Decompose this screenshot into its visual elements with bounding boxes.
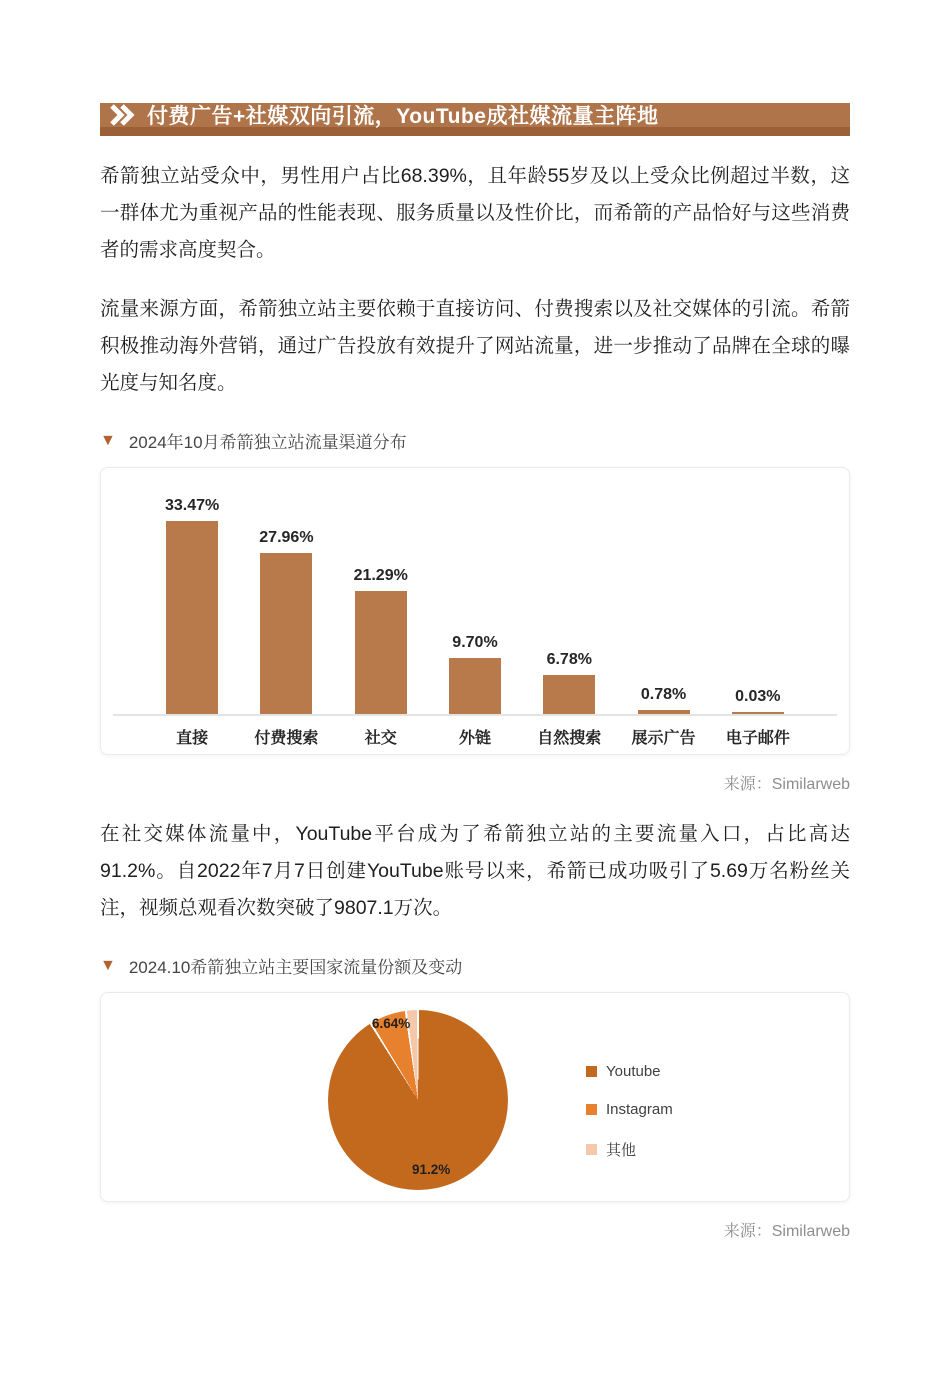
source-attribution: 来源：Similarweb: [723, 776, 850, 793]
bar: [166, 521, 218, 714]
bar-column: [334, 567, 428, 714]
bar-chart-title: 2024年10月希箭独立站流量渠道分布: [128, 433, 407, 452]
bar: [543, 675, 595, 714]
bar-column: [428, 634, 522, 714]
triangle-down-icon: ▼: [100, 956, 116, 974]
bar: [732, 712, 784, 714]
bar-column: [145, 497, 239, 714]
pie-slice-label-youtube: 91.2%: [412, 1162, 451, 1177]
pie-slice-label-instagram: 6.64%: [372, 1016, 411, 1031]
legend-label: Youtube: [606, 1063, 661, 1080]
paragraph-audience: 希箭独立站受众中，男性用户占比68.39%，且年龄55岁及以上受众比例超过半数，这一群体尤为重视产品的性能表现、服务质量以及性价比，而希箭的产品恰好与这些消费者的需求高度契合。: [100, 165, 850, 261]
bar-category-label: 付费搜索: [254, 730, 319, 747]
pie-chart-title: 2024.10希箭独立站主要国家流量份额及变动: [128, 958, 463, 977]
bar-value-label: 33.47%: [165, 496, 220, 514]
bar: [355, 591, 407, 714]
section-title: 付费广告+社媒双向引流，YouTube成社媒流量主阵地: [147, 105, 659, 128]
pie-chart-area: [328, 1010, 508, 1190]
double-chevron-icon: [109, 104, 139, 126]
bar-category-label: 自然搜索: [537, 730, 602, 747]
bar-chart: [101, 468, 849, 714]
bar-category-label: 直接: [176, 730, 209, 747]
bar-category-row: [101, 725, 849, 748]
bar: [260, 553, 312, 714]
bar-category-label: 展示广告: [631, 730, 696, 747]
bar-column: [616, 686, 710, 715]
bar-value-label: 0.78%: [640, 685, 687, 703]
pie-chart-card: [100, 992, 850, 1202]
legend-item: [586, 1139, 673, 1160]
pie-legend: [586, 1063, 673, 1201]
bar-value-label: 9.70%: [452, 634, 498, 652]
bar-column: [522, 651, 616, 714]
bar: [638, 710, 690, 715]
legend-swatch-icon: [586, 1144, 597, 1155]
bar-chart-title-row: [100, 428, 850, 453]
legend-item: [586, 1101, 673, 1118]
bar-value-label: 21.29%: [353, 567, 408, 585]
legend-item: [586, 1063, 673, 1080]
section-header-banner: [100, 103, 850, 136]
legend-label: Instagram: [606, 1101, 673, 1118]
legend-label: 其他: [606, 1142, 637, 1159]
bar: [449, 658, 501, 714]
x-axis-line: [113, 714, 837, 716]
paragraph-traffic-sources: 流量来源方面，希箭独立站主要依赖于直接访问、付费搜索以及社交媒体的引流。希箭积极推动海外营销，通过广告投放有效提升了网站流量，进一步推动了品牌在全球的曝光度与知名度。: [100, 298, 850, 394]
bar-column: [239, 529, 333, 714]
pie-chart-title-row: [100, 953, 850, 978]
legend-swatch-icon: [586, 1104, 597, 1115]
source-attribution: 来源：Similarweb: [723, 1223, 850, 1240]
paragraph-youtube: 在社交媒体流量中，YouTube平台成为了希箭独立站的主要流量入口，占比高达91.2%。自2022年7月7日创建YouTube账号以来，希箭已成功吸引了5.69万名粉丝关注，视频总观看次数突破了9807.1万次。: [100, 823, 850, 919]
bar-value-label: 27.96%: [259, 528, 314, 546]
bar-category-label: 外链: [458, 730, 491, 747]
bar-category-label: 电子邮件: [725, 730, 790, 747]
triangle-down-icon: ▼: [100, 431, 116, 449]
bar-column: [711, 688, 805, 714]
bar-chart-card: [100, 467, 850, 755]
report-page: [0, 103, 950, 1383]
bar-value-label: 0.03%: [735, 688, 781, 705]
legend-swatch-icon: [586, 1066, 597, 1077]
bar-value-label: 6.78%: [546, 650, 592, 668]
bar-category-label: 社交: [364, 730, 397, 747]
